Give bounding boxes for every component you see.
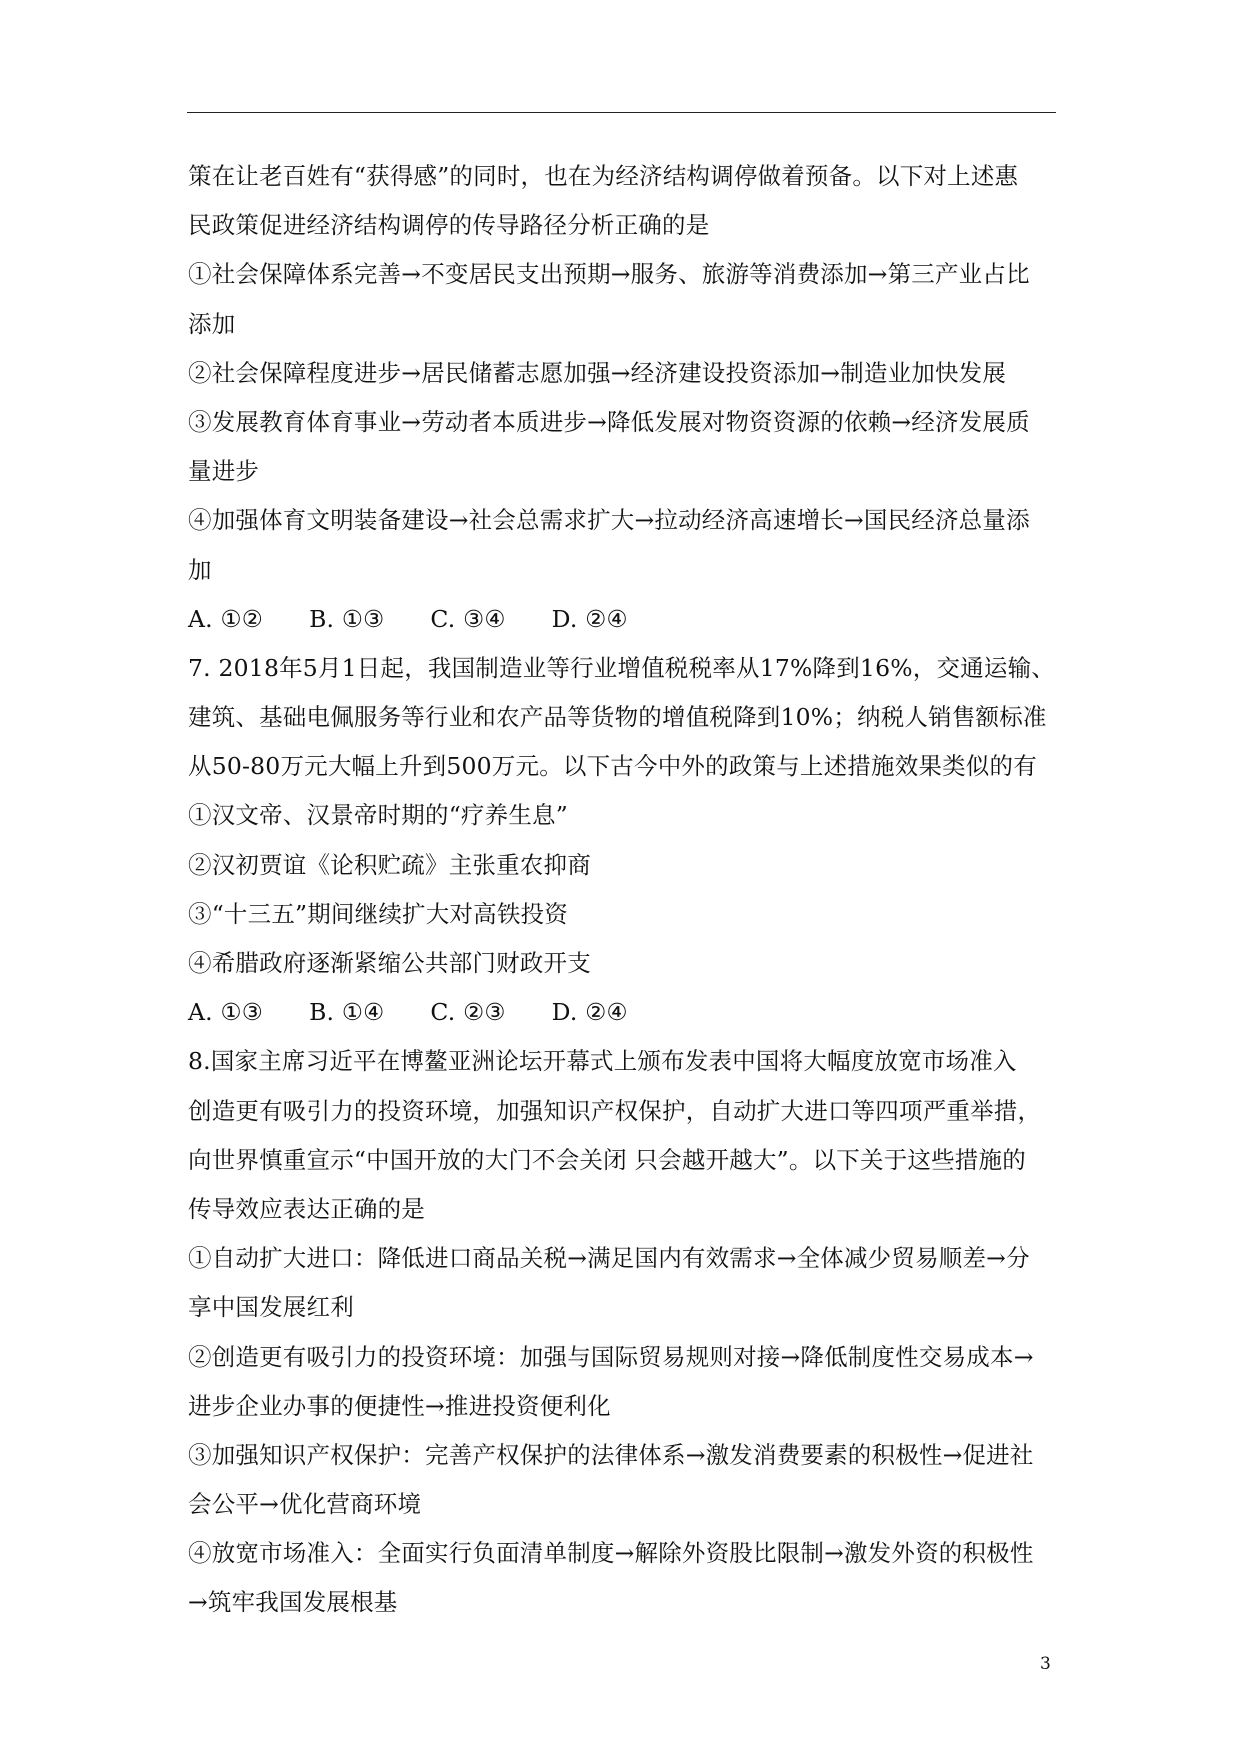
option-line: ④希腊政府逐渐紧缩公共部门财政开支 [188,949,591,977]
option-line: 进步企业办事的便捷性→推进投资便利化 [188,1391,611,1420]
question-7-text: 从50-80万元大幅上升到500万元。以下古今中外的政策与上述措施效果类似的有 [188,752,1037,781]
option-line: ④加强体育文明装备建设→社会总需求扩大→拉动经济高速增长→国民经济总量添 [188,506,1030,535]
option-line: ④放宽市场准入：全面实行负面清单制度→解除外资股比限制→激发外资的积极性 [188,1539,1034,1568]
option-line: ③“十三五”期间继续扩大对高铁投资 [188,899,568,928]
option-line: ③加强知识产权保护：完善产权保护的法律体系→激发消费要素的积极性→促进社 [188,1440,1034,1469]
header-rule [187,112,1056,113]
option-line: 量进步 [188,457,260,486]
option-line: 加 [188,555,212,584]
question-7-text: 建筑、基础电佩服务等行业和农产品等货物的增值税降到10%；纳税人销售额标准 [188,703,1047,732]
text-line: 策在让老百姓有“获得感”的同时，也在为经济结构调停做着预备。以下对上述惠 [188,162,1019,190]
question-8-text: 向世界慎重宣示“中国开放的大门不会关闭 只会越开越大”。以下关于这些措施的 [188,1145,1026,1174]
answer-choices: A. ①② B. ①③ C. ③④ D. ②④ [188,604,628,633]
question-8-text: 8.国家主席习近平在博鳌亚洲论坛开幕式上颁布发表中国将大幅度放宽市场准入 [188,1047,1017,1076]
document-body [188,152,1068,1628]
option-line: ②汉初贾谊《论积贮疏》主张重农抑商 [188,850,591,879]
page-number: 3 [1040,1654,1051,1674]
question-8-text: 传导效应表达正确的是 [188,1194,425,1223]
option-line: ①社会保障体系完善→不变居民支出预期→服务、旅游等消费添加→第三产业占比 [188,260,1030,289]
question-8-text: 创造更有吸引力的投资环境，加强知识产权保护，自动扩大进口等四项严重举措， [188,1096,1042,1125]
option-line: →筑牢我国发展根基 [188,1588,398,1617]
answer-choices: A. ①③ B. ①④ C. ②③ D. ②④ [188,998,628,1027]
question-7-text: 7. 2018年5月1日起，我国制造业等行业增值税税率从17%降到16%，交通运输、 [188,653,1055,682]
option-line: 享中国发展红利 [188,1293,354,1322]
option-line: ③发展教育体育事业→劳动者本质进步→降低发展对物资资源的依赖→经济发展质 [188,407,1030,436]
text-line: 民政策促进经济结构调停的传导路径分析正确的是 [188,211,710,240]
option-line: ②社会保障程度进步→居民储蓄志愿加强→经济建设投资添加→制造业加快发展 [188,358,1007,387]
option-line: 添加 [188,309,236,338]
option-line: ①汉文帝、汉景帝时期的“疗养生息” [188,801,568,830]
option-line: ②创造更有吸引力的投资环境：加强与国际贸易规则对接→降低制度性交易成本→ [188,1342,1034,1371]
option-line: ①自动扩大进口：降低进口商品关税→满足国内有效需求→全体减少贸易顺差→分 [188,1244,1030,1273]
option-line: 会公平→优化营商环境 [188,1490,422,1519]
